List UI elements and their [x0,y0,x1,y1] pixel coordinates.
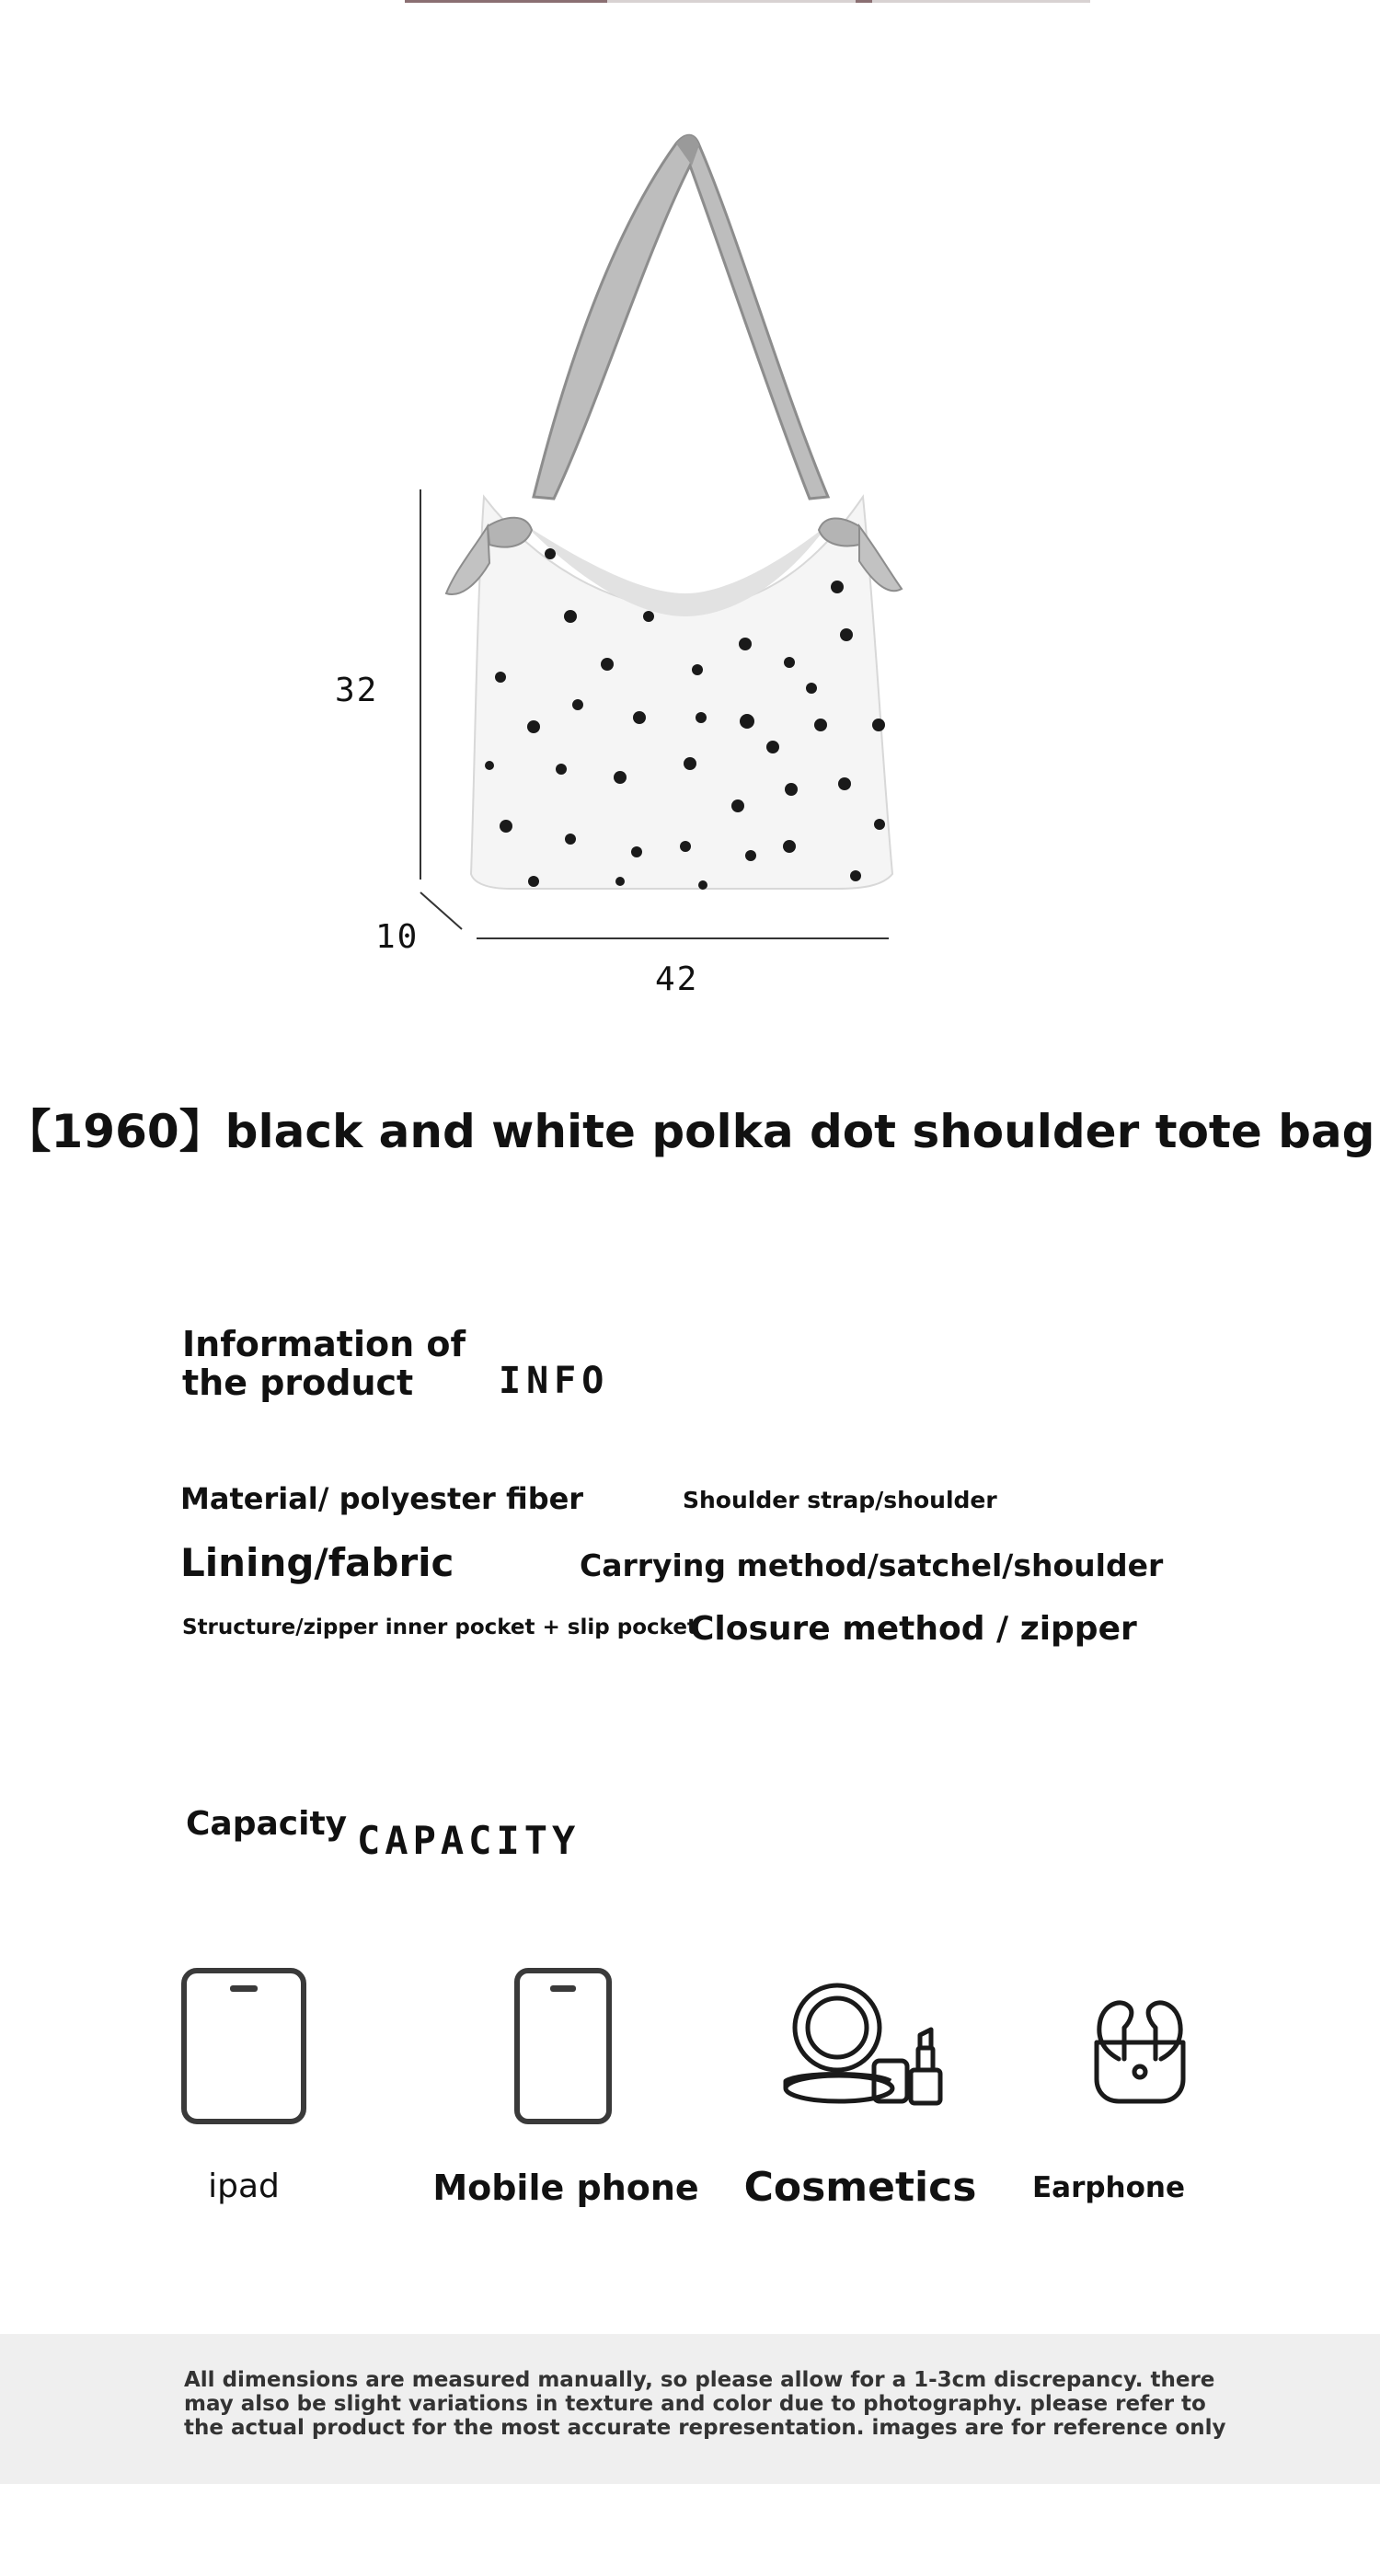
spec-carrying-method: Carrying method/satchel/shoulder [580,1547,1164,1583]
capacity-decorative-word: CAPACITY [357,1818,581,1863]
top-decorative-strip [405,0,1090,3]
spec-lining: Lining/fabric [180,1540,454,1585]
cosmetics-icon [782,1980,948,2109]
capacity-label-ipad: ipad [208,2168,280,2205]
capacity-heading: Capacity [186,1805,348,1843]
info-heading: Information of the product [182,1324,466,1403]
dimension-width-label: 42 [655,960,699,998]
spec-shoulder-strap: Shoulder strap/shoulder [683,1487,997,1513]
capacity-label-earphone: Earphone [1031,2171,1186,2204]
spec-structure: Structure/zipper inner pocket + slip pocket [182,1616,697,1639]
footer-disclaimer-text: All dimensions are measured manually, so please allow for a 1-3cm discrepancy. there may also be slight variations in texture and color due to photography. please refer to the actual product for the most accurate representation. images are for reference only [184,2368,1226,2440]
dimension-height-label: 32 [335,672,379,709]
capacity-label-cosmetics: Cosmetics [743,2164,977,2211]
info-decorative-word: INFO [499,1360,610,1402]
tablet-icon [180,1967,307,2125]
dimension-depth-label: 10 [375,918,420,956]
spec-closure-method: Closure method / zipper [690,1610,1137,1648]
phone-icon [513,1967,613,2125]
capacity-label-mobile-phone: Mobile phone [432,2168,699,2208]
earphone-icon [1091,1995,1189,2105]
product-title: 【1960】black and white polka dot shoulder tote bag [5,1105,1375,1158]
spec-material: Material/ polyester fiber [180,1481,584,1516]
